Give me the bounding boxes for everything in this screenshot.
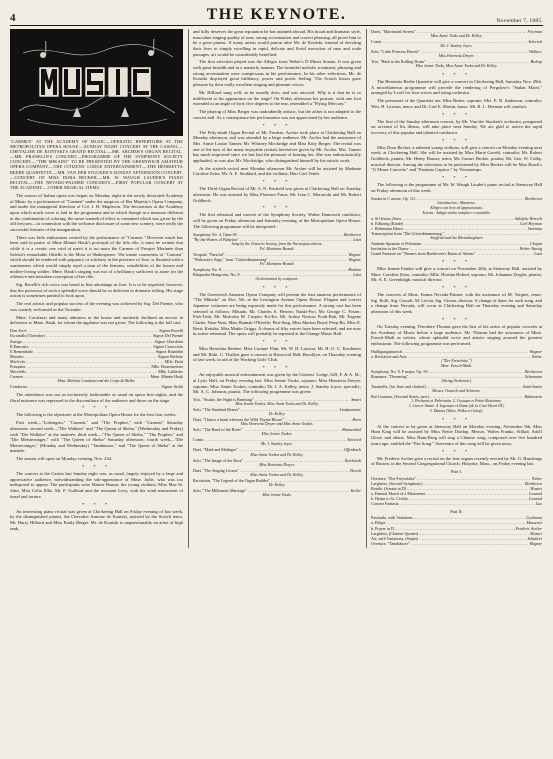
section-separator: * * *: [262, 205, 292, 211]
programme-row: Symphony, No. 8, F major, Op. 93 ..... Beethoven: [371, 369, 542, 374]
programme-row: Huldigungsmarsch ..... Wagner: [371, 349, 542, 354]
programme-note: Mr. J. Stanley Joyce.: [260, 442, 294, 447]
page-number: 4: [10, 12, 16, 24]
programme-row: a. Si Oiseau j'étais ..... Adolphe Henselt: [371, 216, 542, 221]
paragraph: An interesting piano recital was given at Chickering Hall on Friday evening of last week, by the distinguished pianist, the Chevalier Antoine de Kontski, assisted by the Scotch tenor, Mr. Harry Hilliard and Miss Emily Berger. Mr. de Kontski is unquestionably an artist of high rank,: [10, 508, 183, 531]
conductor-row: Conductor ..... Signor Arditi: [10, 384, 183, 389]
cast-row: Il Remendado ..... Signor Rinaldini: [10, 349, 183, 354]
programme-row: Larghetto, (Clarinet Quintet) ..... Mozart: [371, 531, 542, 536]
paragraph: The Henrietta Beebe Quartette will give a concert in Chickering Hall, Saturday Nov. 29th. A miscellaneous programme will precede the rendering of Pergolese's "Stabat Mater," arranged by Lvoff for four voices and string orchestra.: [371, 78, 542, 96]
programme-row: a. Funeral March of a Marionette ..... Gounod: [371, 491, 542, 496]
section-separator: * * *: [82, 501, 111, 507]
programme-row: Recitation, "The Legend of the Organ Builder" .....: [193, 478, 361, 483]
paragraph: Miss Dora Becker, a talented young violinist, will give a concert on Monday evening next week, at Chickering Hall. She will be assisted by Miss Marie Groebl, contralto; Mr. Robert Goldbeck, pianist; Mr. Henry Hauser, tenor; Mr. Gustav Becker, pianist; Mr. Geo. W. Colby, musical director. Among the selections to be performed by Miss Becker will be Max Bruch's "G Minor Concerto" and "Fantasia Caprice," by Vieuxtemps.: [371, 144, 542, 173]
programme-row: Duett, "Martinsdal Sweets" ..... Freeman: [371, 29, 542, 34]
paragraph: The season will open on Monday evening, Nov. 23d.: [16, 456, 113, 462]
archer-programme-part-1: [371, 476, 542, 507]
paragraph: The concerts of Mme. Emma Nevada-Palmer, with the assistance of M. Vergnet, tenor; Sig. Bolli, Sig. Cassali, M. Levita, Sig. Giorza, director. A change of dates for each song, and a change from Nevada, will occur at Chickering Hall on Thursday evening and Saturday afternoon of this week.: [371, 292, 542, 315]
section-separator: * * *: [442, 448, 471, 454]
programme-row: Duet, "The Singing Lesson" ..... Hewitt: [193, 468, 361, 473]
paragraph: At the concert to be given at Steinway Hall on Monday evening, November 9th, Miss Hum King will be assisted by Miss Nettie Dunlap, Messrs. Walen Franko, Stillad, Adolf Glose, and others. Miss Hum-King will sing a Chinese song, composed over five hundred years ago, entitled the "Fan Song." Souvenirs of this song will be given away.: [371, 423, 542, 446]
programme-note: 1. Pecheuse et Pelerinain. 2. Cosaque et Petite Russienne.: [411, 399, 502, 404]
paragraph: First week—"Lohengrin," "Carmen," and "The Prophet," with "Carmen" Saturday afternoon; second week—"Die Walküre" and "The Queen of Sheba," (Wednesday and Friday) with "Die Walküre" at the matinée; third week—"The Queen of Sheba," "The Prophet," and "Die Meistersinger," with "The Queen of Sheba" Saturday afternoon; fourth week—"Die Meistersinger," (Monday and Wednesday) "Tannhäuser," and "The Queen of Sheba" at the matinée.: [10, 420, 183, 454]
programme-note: 5. Danses (Valse, Polka et Galop).: [429, 409, 484, 414]
paragraph: Miss Jeanne Franko will give a concert on November 20th, at Steinway Hall, assisted by Mme. Caroline Zeiss, contralto; Mlle. Hortina Hohrel, soprano; Mr. Johannes Ziegler, pianist; Mr. A. E. Greenhalgh, musical director.: [371, 265, 542, 283]
archer-programme-part-2: [371, 515, 542, 546]
paragraph: Miss Henrietta Beebee, Miss Corinne Flint, Mr. W. H. Lawton, Mr. H. O. C. Kortheuer and Mr. Robt. C. Thallon gave a concert at Historical Hall, Brooklyn, on Thursday evening of last week, in aid of the Working Girls' Club.: [193, 346, 361, 363]
programme-row: Pastorale, with Variations ..... Guilmant: [371, 515, 542, 520]
cast-row: Zuniga ..... Signor Cherubini: [10, 339, 183, 344]
programme-note: Mr. J. Stanley Joyce.: [440, 44, 473, 49]
programme-row: Solo, "The Standard Bearer" ..... Lindpaintner: [193, 407, 361, 412]
paragraph: An enjoyable musical entertainment was given by the Citizens' Lodge, 629, F. & A. M., at Lyric Hall, on Friday evening last. Miss Jennie Tooks, soprano; Miss Henrietta Dreyer, soprano; Miss Annie Tookes, contralto; Dr. J. A. Kelley, tenor; J. Stanley Joyce, specially; Mr. A. C. Johnson, pianist. The following programme was given:: [193, 372, 361, 395]
paragraph: The first of the Sunday afternoon concert, by Mr. Van der Stucken's orchestra, postponed on account of his illness, will take place next Sunday. We are glad to notice the rapid recovery of this popular and talented conductor.: [371, 118, 542, 135]
paragraph: Mr. Hilliard sang well, as he usually does, and was encored. Why is it that he is so indifferent to his appearance on the stage? On Friday afternoon his posture, with one foot extended at an angle of forty five degrees to the rear, resembled a "Flying Mercury.": [193, 89, 361, 107]
paragraph: The Third Organ Recital of Mr. S. N. Penfield was given at Chickering Hall on Tuesday afternoon. He was assisted by Miss Florence Parus, Mr. Ivan C. Morawski and Mr. Robert Goldbeck.: [193, 186, 361, 203]
programme-row: Solo, "The Bend of the River" ..... Blumenthal: [193, 427, 361, 432]
programme-note: Dr. Kelley.: [268, 412, 286, 417]
programme-note: Messrs. Oesterle and Schreurs.: [432, 389, 481, 394]
lauder-programme: [371, 196, 542, 257]
section-separator: * * *: [262, 284, 292, 290]
section-separator: * * *: [442, 316, 471, 322]
programme-note: Orchestration by composer.: [255, 277, 299, 282]
programme-note: Introduction ; Maestoso.: [437, 200, 476, 205]
programme-row: Duet, "Maid and Malinger" ..... Offenbach: [193, 447, 361, 452]
programme-note: 3. Lion et Aimee. 4. Ingenuee et Dame (de la Cour Henri III.): [408, 404, 505, 409]
programme-row: "By the Waters of Babylon" ..... Liszt: [193, 237, 361, 242]
column-3: [366, 29, 542, 548]
programme-note: (String Orchestra.): [441, 379, 472, 384]
column-2: [188, 29, 364, 548]
section-separator: * * *: [442, 258, 471, 264]
section-separator: * * *: [82, 405, 111, 411]
cast-note: Mme. Malvina Cavalazzi and the Corps de Ballet.: [57, 379, 136, 384]
programme-row: b. Prayer in D ..... Frederic Archer: [371, 526, 542, 531]
programme-row: Trio, "Awake, the Night is Beaming" ..... Smart: [193, 397, 361, 402]
paragraph: The season of Italian opera was begun on Monday night at the newly decorated Academy of Music by a performance of "Carmen" under the auspices of Her Majesty's Opera Company, and under the managerial direction of Col. J. H. Mapleson. The decorations at the Academy upon which much cover is laid in the programme and in which though in a measure different in the combination of coloring, the same warmth of effect is contained which was given by the old frescoes—in connection with the welcome disclosure of some new scenery, were really the successful features of the inauguration.: [10, 192, 183, 232]
section-separator: * * *: [442, 111, 471, 117]
paragraph: There was little enthusiasm created by the performance of "Carmen." However much has been said in praise of Mme Minnie Hauk's portrayal of the title rôle, it must be written that while it is a creatic one void of merit it is no more the Carmen of Prosper Merimée than Salvini's remarkable Othello is the Moor of Shakespeare. The innate coarseness of "Carmen" which should be rendered with piquancy or witchery in the presence of Jose, is flaunted with a wantonness which would simply repel a man of the features, sensibilities of the honest and mother-loving soldier. Mme. Hauk's singing was not of a brilliancy sufficient to atone for the offensive and mistaken conception of her rôle.: [10, 234, 183, 280]
programme-row: Transcription from "Die Götterdämmerung," .....: [371, 231, 542, 236]
part-1-heading: Part I.: [451, 469, 462, 475]
paragraph: Sig. Ravelli's rich voice was heard to fine advantage as Jose. It is to be regretted, however, that the possessor of such a splendid voice should be so deficient in dramatic telling. His stage action is sometimes painful to look upon.: [10, 282, 183, 299]
cast-row: Don Jos-é ..... Signor Ravelli: [10, 328, 183, 333]
programme-row: Concert Fantasia ..... Lux: [371, 501, 542, 506]
programme-note: Frl. Marianne Brandt.: [259, 261, 295, 266]
programme-row: Invitation to the Dance ..... Weber-Tausig: [371, 246, 542, 251]
programme-note: Miss Annie Tooks and Dr. Kelley.: [430, 34, 483, 39]
programme-row: Comic ..... Selected: [193, 437, 361, 442]
programme-row: Solo, "Little Princess Pinsett" ..... Wallace: [371, 49, 542, 54]
section-separator: * * *: [442, 71, 471, 77]
programme-note: Miss Annie Tookes and Dr. Kelley.: [250, 472, 304, 477]
section-separator: * * *: [262, 179, 292, 185]
programme-row: Air, with Variations, (Septet) ..... Schubert: [371, 536, 542, 541]
programme-note: ("Der Freischütz."): [441, 358, 472, 363]
programme-row: Rhapsodie Hongroise, No. 8 ..... Liszt: [193, 272, 361, 277]
programme-note: Mme. Fursch-Madi.: [440, 363, 473, 368]
paragraph: The attendance was not as exclusively fashionable as usual on opera first nights, and the floral nuisance was repressed to the discomfiture of the audience and those on the stage.: [10, 391, 183, 403]
cast-row: Mercédès ..... Mlle. Lablache: [10, 369, 183, 374]
symphony-programme: [193, 232, 361, 283]
programme-note: Miss Jennie Tookes, Miss Annie Tooks and Dr. Kelley.: [235, 402, 319, 407]
programme-row: Grand Fantasie on "Themes from Beethoven's Ruins of Athens" ..... Liszt: [371, 251, 542, 256]
programme-row: a. Recitative and Aria ..... Weber: [371, 354, 542, 359]
musical-ornament-icon: [13, 33, 181, 133]
part-2-heading: Part II.: [450, 508, 463, 514]
programme-row: Tarantelle, (for flute and clarinet) ..... Saint-Saëns: [371, 384, 542, 389]
issue-date: November 7, 1885.: [496, 18, 543, 24]
cast-list: [10, 328, 183, 389]
paragraph: On Tuesday evening, Theodore Thomas gave the first of his series of popular concerts at the Academy of Music before a large audience. Mr. Thomas had the assistance of Mme. Fursch-Madi as soloist, whose splendid voice and artistic singing aroused the greatest enthusiasm. The following programme was performed.: [371, 323, 542, 346]
programme-row: a. Elégie ..... Massenet: [371, 520, 542, 525]
programme-row: Andante Spianato et Polonaise ..... Chopin: [371, 241, 542, 246]
section-separator: * * *: [442, 416, 471, 422]
newspaper-title: THE KEYNOTE.: [206, 6, 347, 23]
programme-row: Symphony No. 4, Opus 60 ..... Beethoven: [193, 232, 361, 237]
paragraph: The Greenwich Amateur Opera Company will present the first amateur performance of "The Mikado" on Dec. 5th, at the Lexington Avenue Opera House. Elegant and correct Japanese costumes are being expressly made for this performance. A strong cast has been selected as follows: Mikado, Mr. Charles A. Hewett; Nanki-Poo, Mr. George C. Foster; Pish-Tush, Mr. Malcolm M. Cooper; Ko-Ko, Mr. Arthur Norton; Pooh-Bah, Mr. Eugene Clarke; Yum-Yum, Miss Hannah O'Keeffe; Pitti-Sing, Miss Marion Boyd; Peep-Bo, Miss E. Brett; Katisha, Miss Mattie Griggs. A chorus of fifty voices have been selected, and are now in active rehearsal. The opera will probably be repeated at the Orange Music Hall.: [193, 291, 361, 337]
masthead: [10, 4, 543, 26]
programme-row: Romance, "Dreaming" ..... Schumann: [371, 374, 542, 379]
section-separator: * * *: [442, 175, 471, 181]
programme-row: Symphony No. 8 ..... Brahms: [193, 267, 361, 272]
cast-row: Carmen ..... Mme. Minnie Hauk: [10, 374, 183, 379]
column-1: [10, 29, 186, 548]
paragraph: and fully deserves the great reputation he has attained abroad. His broad and dramatic style, masculine singing quality of tone, strong accentuation and correct phrasing, all prove him to be a great pianist. If many artists would patron after Mr. de Kontski, instead of devoting their lives to simply excelling in rapid, delicate and florid execution of runs and scale passages, art would be considerably benefited.: [193, 29, 361, 57]
programme-row: Larghetto, (Second Symphony) ..... Beethoven: [371, 481, 542, 486]
paragraph: The concert at the Casino last Sunday night was, as usual, largely enjoyed by a large and appreciative audience, notwithstanding the sub-appearance of Mme. Judic, who was too indisposed to appear. The participants were Master Hauser, the young violinist; Miss Mae St. John, Miss Celia Ellis, Mr. F. Guillard and the resonant Levy, with his wind instrument of tinsel and torture.: [10, 471, 183, 499]
paragraph: The personnel of the Quartette are, Miss Beebe, soprano; Mrs. E. B. Anderson, contralto; Wm. H. Lawton, tenor, and Dr. Carl E. Martin, basso. Mr. R. L. Herman will conduct.: [371, 98, 542, 109]
musical-section-logo: [10, 29, 183, 136]
paragraph: At the sixtieth recital next Monday afternoon Mr. Archer will be assisted by Madame Caroline Zeiss, Mr. A. E. Stoddard, and the violinist, Herr Carl Venth.: [193, 165, 361, 177]
programme-note: Arietta : Adagio molto semplice e cantabile.: [422, 210, 491, 215]
lodge-programme-continued: [371, 29, 542, 69]
programme-row: Solo, "The Milkman's Marriage" ..... Keller: [193, 488, 361, 493]
programme-row: Sonata in C minor, Op. 111 ..... Beethoven: [371, 196, 542, 201]
cast-row: Escamillo (Toreador) ..... Signor Del Puente: [10, 333, 183, 338]
programme-row: Overture, "Tannhäuser" ..... Wagner: [371, 541, 542, 546]
programme-note: Miss Annie Tookes and Dr. Kelley.: [250, 452, 304, 457]
programme-row: c. Bohemian Dance ..... Smetana: [371, 226, 542, 231]
paragraph: The first selection played was the Allegro from Weber's D Minor Sonata. It was given with great breadth and in a masterly manner. The beautiful melodic treatment, phrasing and strong accentuation were conspicuous in his performance. In his other selections, Mr. de Kontski displayed great brilliancy, power and poetic feeling. The Scotch hisses gave pleasure by their really excellent singing and pleasant voices.: [193, 59, 361, 88]
programme-row: Bal Costume, (Second Series, new) ..... Rubinstein: [371, 394, 542, 399]
programme-note: Miss Jennie Tooks.: [262, 492, 292, 497]
programme-row: Duet, "I know a bank whereon the Wild Thyme Blows" ..... Horn: [193, 417, 361, 422]
programme-row: Solo, "The Image of the Rose" ..... Reichardt: [193, 458, 361, 463]
section-separator: * * *: [82, 464, 111, 470]
programme-note: Allegro con brio ed appassionato.: [430, 205, 483, 210]
article-columns: [10, 29, 543, 548]
section-separator: * * *: [262, 339, 292, 345]
programme-row: Comic ..... Selected: [371, 39, 542, 44]
thomas-programme: [371, 349, 542, 415]
programme-row: Trio, "Hark to the Rolling Drum" ..... Bishop: [371, 59, 542, 64]
paragraph: The real artistic and popular success of the evening was achieved by Sig. Del Puente, who was warmly welcomed as the Toreador.: [10, 301, 183, 312]
programme-note: Miss Henrietta Dreyer.: [259, 462, 295, 467]
cast-row: Il Dancairo ..... Signor Caracciolo: [10, 344, 183, 349]
programme-note: Sung by the Oratorio Society, from the Norwegian chorus.: [231, 241, 323, 246]
paragraph: The following is the programme of Mr. W. Waugh Lauder's piano recital at Steinway Hall on Friday afternoon of this week.: [371, 182, 542, 193]
programme-note: Miss Henrietta Dreyer.: [438, 54, 475, 59]
programme-note: Frl. Marianne Brandt.: [259, 246, 295, 251]
paragraph: The playing of Miss Berger was undoubtedly artistic, but the zither is not adapted to the concert hall. As a consequence her performance was not appreciated by her audience.: [193, 109, 361, 120]
paragraph: The Fifty-ninth Organ Recital of Mr. Frederic Archer took place at Chickering Hall on Monday afternoon, and was attended by a large audience. Mr. Archer had the assistance of Mrs. Annie Louise Tanner, Mr. Whitney Mockridge and Miss Kitty Berger. The recital was one of the best of the many enjoyable recitals heretofore given by Mr. Archer. Mrs. Tanner has much improved since we last had the pleasure of hearing her. She was enthusiastically applauded, as was also Mr. Mockridge, who distinguished himself by his artistic work.: [193, 129, 361, 163]
section-separator: * * *: [262, 365, 292, 371]
programme-note: Miss Jennie Tookes.: [261, 432, 293, 437]
programme-note: Miss Jennie Tooks, Miss Annie Tooks and Dr. Kelley.: [415, 64, 498, 69]
paragraph: The following is the répertoire at the Metropolitan Opera House for the first four weeks:: [16, 412, 177, 418]
headline-summary: "CARMEN" AT THE ACADEMY OF MUSIC.—OPERATIC REPERTOIRE AT THE METROPOLITAN OPERA HOUSE.—SUNDAY NIGHT CONCERT AT THE CASINO.—CHEVALIER DE KONTSKI'S GRAND RECITAL.—MR. ARCHER'S ORGAN RECITAL.—MR. FRANKLIN'S CONCERT.—PROGRAMME OF THE SYMPHONY SOCIETY CONCERT.—"THE MIKADO" TO BE PRESENTED BY THE GREENWICH AMATEUR OPERA COMPANY.—THE CITIZENS' LODGE ENTERTAINMENT.—THE HENRIETTA BEEBE QUARTETTE.—MR. VAN DER STUCKEN'S SUNDAY AFTERNOON CONCERT.—CONCERT OF MISS DORA BECKER.—MR. W. WAUGH LAUDER'S PIANO RECITAL.—THE NEVADO-PALMER CONCERTS.—FIRST POPULAR CONCERT AT THE ACADEMY.—OTHER MUSICAL ITEMS.: [10, 139, 183, 190]
paragraph: The first rehearsal and concert of the Symphony Society, Walter Damrosch conductor, will be given on Friday afternoon and Saturday evening, at the Metropolitan Opera House. The following programme will be interpreted :: [193, 212, 361, 229]
programme-row: b. Erlkonig (Kinde) ..... Carl Heyman: [371, 221, 542, 226]
programme-row: b. Hymn to St. Cecilia ..... Gounod: [371, 496, 542, 501]
section-separator: * * *: [262, 122, 292, 128]
cast-row: Frasquita ..... Mlle. Bauermeister: [10, 364, 183, 369]
programme-note: Dr. Kelley.: [268, 482, 286, 487]
cast-row: Morales ..... Signor Bieletto: [10, 354, 183, 359]
programme-row: Rondo, (Sonata in D) ..... Mozart: [371, 486, 542, 491]
paragraph: Mme. Cavalazzi and many admirers in the house and modestly declined an encore in deference to Mme. Hauk, for whom the applause was not given. The following is the full cast:: [10, 314, 183, 326]
programme-row: Vorspiel, "Parsifal" ..... Wagner: [193, 252, 361, 257]
programme-row: "Waltraute's Sage," from "Götterdämmerung" ..... Wagner: [193, 257, 361, 262]
lodge-programme: [193, 397, 361, 498]
programme-note: Miss Henrietta Dreyer and Miss Annie Tookes.: [240, 422, 314, 427]
section-separator: * * *: [442, 137, 471, 143]
programme-note: Siegfried and the Rheindaughters: [430, 236, 483, 241]
paragraph: Mr. Frederic Archer gave a recital on the four organs recently erected by Mr. G. Hutchings of Boston, in the Second Congregational Church, Holyoke, Mass., on Friday evening last.: [371, 455, 542, 467]
cast-row: Mich-ela ..... Mlle. Dotti: [10, 359, 183, 364]
programme-row: Overture, "Der Freyschütz" ..... Weber: [371, 476, 542, 481]
section-separator: * * *: [442, 285, 471, 291]
